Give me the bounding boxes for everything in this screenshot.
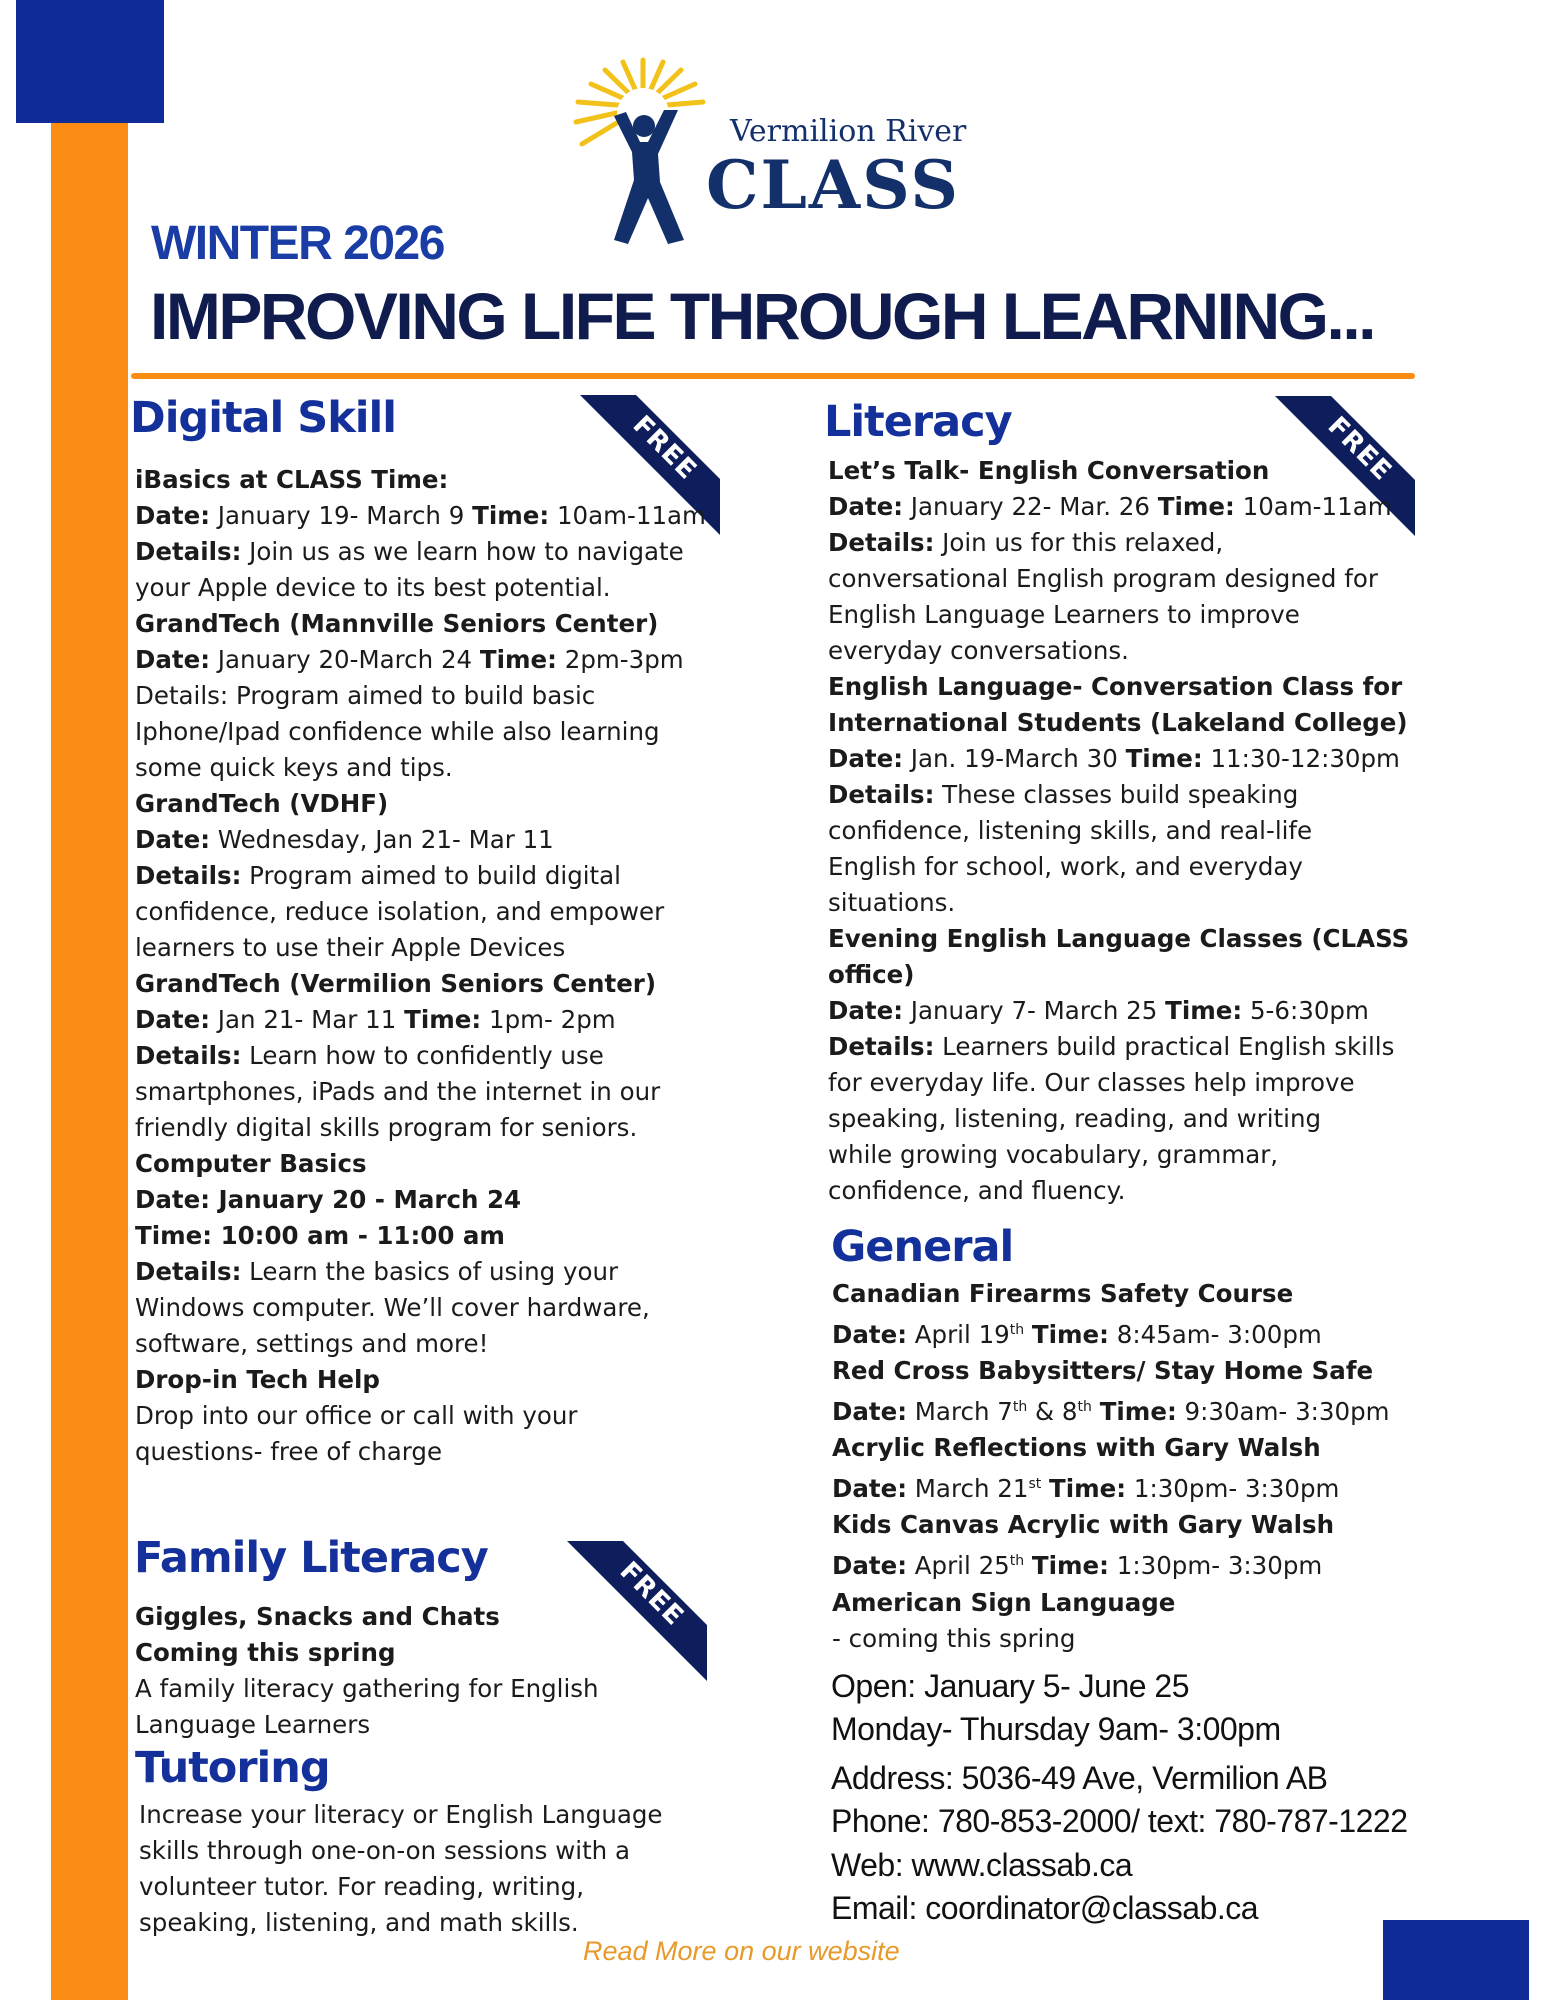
text-line <box>828 705 1409 741</box>
label-text: Drop into our office or call with your <box>135 1401 578 1430</box>
label-text: confidence, and fluency. <box>828 1176 1126 1205</box>
text-line <box>832 1585 1390 1621</box>
free-ribbon-label: FREE <box>1321 411 1398 487</box>
text-line <box>828 1137 1409 1173</box>
label-text: January 20-March 24 <box>210 645 480 674</box>
label-bold: Canadian Firearms Safety Course <box>832 1279 1294 1308</box>
label-text: Program aimed to build digital <box>241 861 621 890</box>
header-divider <box>131 373 1415 379</box>
label-bold: Details: <box>135 1041 242 1070</box>
general-list <box>832 1276 1390 1657</box>
text-line <box>135 462 706 498</box>
label-bold: Date: <box>828 996 903 1025</box>
label-text: while growing vocabulary, grammar, <box>828 1140 1279 1169</box>
label-bold: Details: <box>828 528 935 557</box>
tutoring-line: Increase your literacy or English Language <box>139 1800 663 1829</box>
label-bold: Details: <box>828 1032 935 1061</box>
text-line <box>828 777 1409 813</box>
label-bold: GrandTech (Mannville Seniors Center) <box>135 609 659 638</box>
label-bold: English Language- Conversation Class for <box>828 672 1403 701</box>
label-text: 1:30pm- 3:30pm <box>1126 1474 1340 1504</box>
label-bold: Drop-in Tech Help <box>135 1365 380 1394</box>
label-text: Windows computer. We’ll cover hardware, <box>135 1293 650 1322</box>
label-bold: Date: <box>832 1474 907 1504</box>
text-line <box>135 1254 706 1290</box>
address-text: Address: 5036-49 Ave, Vermilion AB <box>831 1760 1328 1796</box>
text-line <box>828 453 1409 489</box>
label-text: learners to use their Apple Devices <box>135 933 566 962</box>
label-text: 8:45am- 3:00pm <box>1108 1320 1322 1350</box>
label-text <box>1092 1397 1100 1426</box>
text-line <box>135 930 706 966</box>
text-line <box>832 1466 1390 1507</box>
label-bold: Giggles, Snacks and Chats <box>135 1602 500 1631</box>
text-line <box>828 885 1409 921</box>
label-text: smartphones, iPads and the internet in our <box>135 1077 661 1106</box>
label-text: Join us as we learn how to navigate <box>241 537 684 566</box>
label-text: March 21 <box>907 1474 1029 1504</box>
literacy-list <box>828 453 1409 1209</box>
free-ribbon-label: FREE <box>613 1556 690 1632</box>
text-line <box>135 1635 599 1671</box>
label-bold: Date: <box>832 1397 907 1427</box>
text-line <box>135 1599 599 1635</box>
label-text <box>1024 1320 1032 1349</box>
label-bold: Details: <box>135 537 242 566</box>
text-line <box>828 525 1409 561</box>
logo-subtitle: Vermilion River <box>730 114 967 149</box>
label-bold: Evening English Language Classes (CLASS <box>828 924 1410 953</box>
text-line <box>135 858 706 894</box>
label-bold: Kids Canvas Acrylic with Gary Walsh <box>832 1510 1335 1540</box>
label-text: April 19 <box>907 1320 1010 1350</box>
label-text: for everyday life. Our classes help improve <box>828 1068 1355 1097</box>
label-bold: Date: January 20 - March 24 <box>135 1185 522 1214</box>
label-text: speaking, listening, reading, and writing <box>828 1104 1322 1133</box>
text-line <box>135 1182 706 1218</box>
text-line <box>135 1398 706 1434</box>
label-bold: Coming this spring <box>135 1638 396 1667</box>
season-label: WINTER 2026 <box>151 217 444 270</box>
text-line <box>135 1074 706 1110</box>
tutoring-line: speaking, listening, and math skills. <box>139 1908 579 1937</box>
label-text: Jan 21- Mar 11 <box>210 1005 405 1034</box>
label-text: some quick keys and tips. <box>135 753 453 782</box>
label-text <box>1024 1552 1032 1581</box>
side-accent-bar <box>51 123 128 2000</box>
literacy-title: Literacy <box>824 397 1012 447</box>
label-bold: International Students (Lakeland College) <box>828 708 1408 737</box>
text-line <box>135 1290 706 1326</box>
text-line <box>135 642 706 678</box>
text-line <box>828 597 1409 633</box>
label-text: your Apple device to its best potential. <box>135 573 611 602</box>
text-line <box>135 1434 706 1470</box>
label-text: Learners build practical English skills <box>934 1032 1395 1061</box>
corner-block-bottom <box>1383 1920 1529 2000</box>
label-text: confidence, listening skills, and real-life <box>828 816 1313 845</box>
label-text: Join us for this relaxed, <box>934 528 1224 557</box>
general-title: General <box>831 1222 1014 1272</box>
text-line <box>135 750 706 786</box>
web-link[interactable]: Web: www.classab.ca <box>831 1847 1133 1883</box>
label-text: confidence, reduce isolation, and empower <box>135 897 665 926</box>
text-line <box>828 1065 1409 1101</box>
tutoring-line: volunteer tutor. For reading, writing, <box>139 1872 584 1901</box>
label-text: Language Learners <box>135 1710 371 1739</box>
text-line <box>832 1621 1390 1657</box>
label-text: 10am-11am <box>549 501 706 530</box>
email-link[interactable]: Email: coordinator@classab.ca <box>831 1890 1259 1926</box>
label-bold: Time: <box>472 501 550 530</box>
ordinal-suffix: th <box>1077 1399 1092 1416</box>
text-line <box>135 1146 706 1182</box>
text-line <box>828 993 1409 1029</box>
text-line <box>832 1389 1390 1430</box>
class-logo <box>548 52 978 248</box>
label-bold: Date: <box>135 501 210 530</box>
tutoring-text <box>139 1797 663 1941</box>
text-line <box>832 1312 1390 1353</box>
label-bold: GrandTech (Vermilion Seniors Center) <box>135 969 657 998</box>
label-text: March 7 <box>907 1397 1013 1427</box>
label-text: English Language Learners to improve <box>828 600 1300 629</box>
label-text: 2pm-3pm <box>556 645 684 674</box>
label-bold: Time: <box>1049 1474 1127 1504</box>
text-line <box>135 534 706 570</box>
corner-block-top <box>16 0 164 123</box>
label-text: - coming this spring <box>832 1623 1076 1653</box>
label-bold: Date: <box>828 744 903 773</box>
label-bold: American Sign Language <box>832 1587 1176 1617</box>
label-text: A family literacy gathering for English <box>135 1674 599 1703</box>
tutoring-line: skills through one-on-on sessions with a <box>139 1836 631 1865</box>
label-text: software, settings and more! <box>135 1329 489 1358</box>
text-line <box>828 489 1409 525</box>
text-line <box>135 1707 599 1743</box>
ordinal-suffix: st <box>1028 1476 1042 1493</box>
label-bold: Time: <box>404 1005 482 1034</box>
text-line <box>828 957 1409 993</box>
text-line <box>135 786 706 822</box>
label-text: Learn how to confidently use <box>241 1041 604 1070</box>
label-bold: Computer Basics <box>135 1149 367 1178</box>
label-text: Jan. 19-March 30 <box>903 744 1126 773</box>
text-line <box>828 921 1409 957</box>
text-line <box>828 741 1409 777</box>
text-line <box>135 894 706 930</box>
text-line <box>832 1543 1390 1584</box>
text-line <box>135 1362 706 1398</box>
label-text <box>1041 1474 1049 1503</box>
label-bold: Time: <box>1031 1551 1109 1581</box>
label-bold: Details: <box>135 1257 242 1286</box>
text-line <box>135 1218 706 1254</box>
label-text: 11:30-12:30pm <box>1202 744 1400 773</box>
label-text: 1pm- 2pm <box>481 1005 616 1034</box>
text-line <box>832 1430 1390 1466</box>
text-line <box>135 822 706 858</box>
text-line <box>135 498 706 534</box>
label-bold: Time: <box>1031 1320 1109 1350</box>
label-text: Details: Program aimed to build basic <box>135 681 596 710</box>
label-text: Wednesday, Jan 21- Mar 11 <box>210 825 554 854</box>
label-text: January 22- Mar. 26 <box>903 492 1158 521</box>
page-headline: IMPROVING LIFE THROUGH LEARNING... <box>150 279 1375 353</box>
text-line <box>828 849 1409 885</box>
text-line <box>832 1276 1390 1312</box>
label-text: 5-6:30pm <box>1242 996 1369 1025</box>
family-literacy-list <box>135 1599 599 1743</box>
text-line <box>832 1353 1390 1389</box>
label-bold: Date: <box>828 492 903 521</box>
label-bold: Time: <box>479 645 557 674</box>
text-line <box>135 1110 706 1146</box>
label-bold: Acrylic Reflections with Gary Walsh <box>832 1433 1321 1463</box>
label-text: April 25 <box>907 1551 1010 1581</box>
text-line <box>135 714 706 750</box>
text-line <box>828 561 1409 597</box>
text-line <box>828 633 1409 669</box>
label-bold: Date: <box>135 825 210 854</box>
label-bold: office) <box>828 960 915 989</box>
text-line <box>828 1101 1409 1137</box>
sun-figure-icon <box>548 52 728 248</box>
label-bold: iBasics at CLASS Time: <box>135 465 449 494</box>
read-more-link[interactable]: Read More on our website <box>583 1936 900 1966</box>
label-bold: Red Cross Babysitters/ Stay Home Safe <box>832 1356 1374 1386</box>
label-bold: Time: <box>1125 744 1203 773</box>
label-text: These classes build speaking <box>934 780 1299 809</box>
label-text: January 7- March 25 <box>903 996 1166 1025</box>
label-text: 9:30am- 3:30pm <box>1176 1397 1390 1427</box>
text-line <box>832 1507 1390 1543</box>
text-line <box>135 1038 706 1074</box>
label-bold: Time: <box>1099 1397 1177 1427</box>
phone-text: Phone: 780-853-2000/ text: 780-787-1222 <box>831 1803 1408 1839</box>
ordinal-suffix: th <box>1009 1553 1025 1570</box>
text-line <box>828 813 1409 849</box>
label-text: Learn the basics of using your <box>241 1257 619 1286</box>
digital-skill-list <box>135 462 706 1470</box>
family-literacy-title: Family Literacy <box>134 1533 488 1583</box>
logo-wordmark: CLASS <box>706 146 961 224</box>
label-bold: Let’s Talk- English Conversation <box>828 456 1270 485</box>
label-bold: Time: <box>1165 996 1243 1025</box>
label-text: 10am-11am <box>1234 492 1392 521</box>
label-text: questions- free of charge <box>135 1437 443 1466</box>
text-line <box>135 1002 706 1038</box>
label-bold: GrandTech (VDHF) <box>135 789 389 818</box>
label-text: everyday conversations. <box>828 636 1129 665</box>
label-text: friendly digital skills program for seniors. <box>135 1113 638 1142</box>
label-text: conversational English program designed for <box>828 564 1378 593</box>
label-text: situations. <box>828 888 956 917</box>
text-line <box>828 669 1409 705</box>
ordinal-suffix: th <box>1009 1322 1025 1338</box>
text-line <box>135 966 706 1002</box>
text-line <box>828 1029 1409 1065</box>
text-line <box>135 606 706 642</box>
label-bold: Date: <box>832 1551 907 1581</box>
ordinal-suffix: th <box>1012 1399 1028 1416</box>
label-bold: Date: <box>832 1320 907 1350</box>
text-line <box>828 1173 1409 1209</box>
free-ribbon-label: FREE <box>626 410 703 486</box>
label-text: Iphone/Ipad confidence while also learning <box>135 717 660 746</box>
text-line <box>135 678 706 714</box>
label-bold: Date: <box>135 645 210 674</box>
text-line <box>135 570 706 606</box>
open-dates: Open: January 5- June 25 <box>831 1668 1190 1704</box>
label-text: English for school, work, and everyday <box>828 852 1303 881</box>
open-hours: Monday- Thursday 9am- 3:00pm <box>831 1711 1281 1747</box>
label-bold: Time: 10:00 am - 11:00 am <box>135 1221 505 1250</box>
label-bold: Time: <box>1157 492 1235 521</box>
label-bold: Date: <box>135 1005 210 1034</box>
text-line <box>135 1326 706 1362</box>
text-line <box>135 1671 599 1707</box>
label-text: & 8 <box>1027 1397 1078 1427</box>
label-bold: Details: <box>828 780 935 809</box>
label-text: January 19- March 9 <box>210 501 473 530</box>
tutoring-title: Tutoring <box>135 1743 330 1793</box>
label-bold: Details: <box>135 861 242 890</box>
digital-skill-title: Digital Skill <box>130 393 397 443</box>
label-text: 1:30pm- 3:30pm <box>1108 1551 1323 1581</box>
